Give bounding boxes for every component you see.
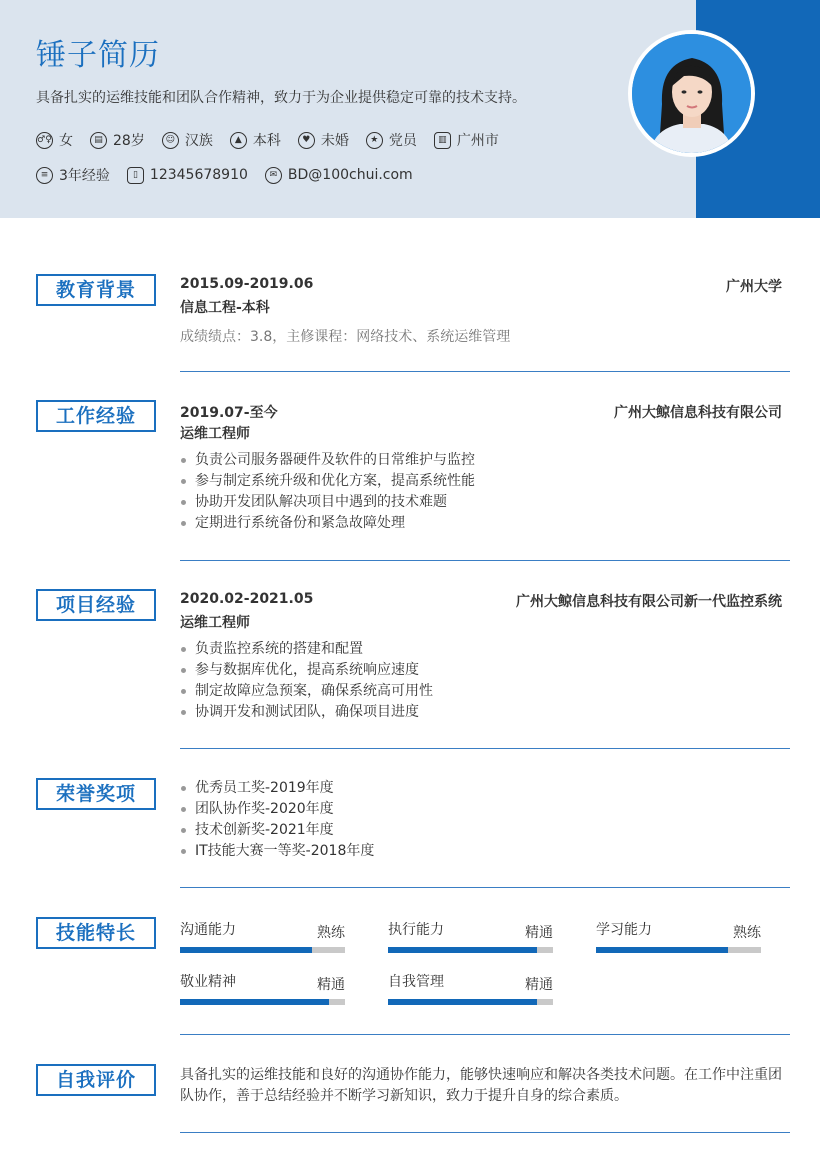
section-divider bbox=[180, 887, 790, 888]
section-title: 工作经验 bbox=[36, 400, 156, 432]
list-item: 团队协作奖-2020年度 bbox=[180, 799, 374, 820]
skill-bar bbox=[180, 947, 345, 953]
section-title: 荣誉奖项 bbox=[36, 778, 156, 810]
location-icon: ▥ bbox=[434, 132, 451, 149]
list-item: IT技能大赛一等奖-2018年度 bbox=[180, 841, 374, 862]
education-school: 广州大学 bbox=[726, 279, 782, 295]
skill-bar bbox=[180, 999, 345, 1005]
section-title: 技能特长 bbox=[36, 917, 156, 949]
page-title: 锤子简历 bbox=[36, 38, 160, 73]
info-email bbox=[265, 167, 413, 184]
section-title: 自我评价 bbox=[36, 1064, 156, 1096]
project-role: 运维工程师 bbox=[180, 615, 250, 631]
info-label: 未婚 bbox=[320, 133, 349, 149]
skill-name: 学习能力 bbox=[596, 922, 652, 938]
skill-fill bbox=[388, 947, 537, 953]
education-icon: ▲ bbox=[230, 132, 247, 149]
info-phone bbox=[127, 167, 248, 184]
skill-name: 自我管理 bbox=[388, 974, 444, 990]
phone-icon: ▯ bbox=[127, 167, 144, 184]
list-item: 参与制定系统升级和优化方案，提高系统性能 bbox=[180, 471, 475, 492]
skill-name: 执行能力 bbox=[388, 922, 444, 938]
skill-level: 精通 bbox=[525, 977, 553, 993]
info-party bbox=[366, 130, 417, 150]
section-title: 项目经验 bbox=[36, 589, 156, 621]
skill-level: 熟练 bbox=[317, 925, 345, 941]
info-row-contact bbox=[36, 165, 430, 185]
gender-icon: ♂♀ bbox=[36, 132, 53, 149]
info-location bbox=[434, 130, 499, 150]
info-label: 党员 bbox=[388, 133, 417, 149]
info-ethnicity bbox=[162, 130, 213, 150]
info-experience bbox=[36, 165, 110, 185]
education-detail: 成绩绩点：3.8，主修课程：网络技术、系统运维管理 bbox=[180, 329, 511, 345]
list-item: 技术创新奖-2021年度 bbox=[180, 820, 374, 841]
list-item: 优秀员工奖-2019年度 bbox=[180, 778, 374, 799]
ethnicity-icon: ☺ bbox=[162, 132, 179, 149]
project-duties bbox=[180, 639, 433, 723]
section-title: 教育背景 bbox=[36, 274, 156, 306]
info-gender bbox=[36, 130, 73, 150]
info-label: 28岁 bbox=[113, 133, 145, 149]
list-item: 参与数据库优化，提高系统响应速度 bbox=[180, 660, 433, 681]
project-name: 广州大鲸信息科技有限公司新一代监控系统 bbox=[516, 594, 782, 610]
list-item: 负责公司服务器硬件及软件的日常维护与监控 bbox=[180, 450, 475, 471]
skill-bar bbox=[388, 999, 553, 1005]
skill-bar bbox=[596, 947, 761, 953]
skill-level: 精通 bbox=[317, 977, 345, 993]
education-major: 信息工程-本科 bbox=[180, 300, 270, 316]
work-duties bbox=[180, 450, 475, 534]
info-age bbox=[90, 130, 145, 150]
info-education bbox=[230, 130, 281, 150]
info-label: 3年经验 bbox=[59, 168, 110, 184]
list-item: 制定故障应急预案，确保系统高可用性 bbox=[180, 681, 433, 702]
avatar-frame bbox=[628, 30, 755, 157]
skill-fill bbox=[180, 947, 312, 953]
info-label: 本科 bbox=[252, 133, 281, 149]
project-date: 2020.02-2021.05 bbox=[180, 591, 314, 607]
work-company: 广州大鲸信息科技有限公司 bbox=[614, 405, 782, 421]
skill-fill bbox=[388, 999, 537, 1005]
skill-level: 精通 bbox=[525, 925, 553, 941]
avatar-portrait-icon bbox=[632, 34, 751, 153]
education-date: 2015.09-2019.06 bbox=[180, 276, 314, 292]
section-divider bbox=[180, 1034, 790, 1035]
skill-bar bbox=[388, 947, 553, 953]
list-item: 负责监控系统的搭建和配置 bbox=[180, 639, 433, 660]
avatar bbox=[632, 34, 751, 153]
info-label: BD@100chui.com bbox=[287, 167, 413, 183]
skill-name: 沟通能力 bbox=[180, 922, 236, 938]
section-divider bbox=[180, 371, 790, 372]
intro-text: 具备扎实的运维技能和团队合作精神，致力于为企业提供稳定可靠的技术支持。 bbox=[36, 90, 526, 106]
info-row-basic bbox=[36, 130, 516, 150]
info-label: 广州市 bbox=[456, 133, 499, 149]
experience-icon: ≡ bbox=[36, 167, 53, 184]
info-label: 女 bbox=[59, 133, 73, 149]
skill-name: 敬业精神 bbox=[180, 974, 236, 990]
skill-fill bbox=[596, 947, 728, 953]
list-item: 协助开发团队解决项目中遇到的技术难题 bbox=[180, 492, 475, 513]
section-divider bbox=[180, 560, 790, 561]
info-marital bbox=[298, 130, 349, 150]
marital-icon: ♥ bbox=[298, 132, 315, 149]
skill-level: 熟练 bbox=[733, 925, 761, 941]
honors-list bbox=[180, 778, 374, 862]
work-role: 运维工程师 bbox=[180, 426, 250, 442]
skill-fill bbox=[180, 999, 329, 1005]
email-icon: ✉ bbox=[265, 167, 282, 184]
section-divider bbox=[180, 1132, 790, 1133]
info-label: 汉族 bbox=[184, 133, 213, 149]
age-icon: ▤ bbox=[90, 132, 107, 149]
work-date: 2019.07-至今 bbox=[180, 405, 278, 421]
list-item: 定期进行系统备份和紧急故障处理 bbox=[180, 513, 475, 534]
info-label: 12345678910 bbox=[149, 167, 248, 183]
self-evaluation-text: 具备扎实的运维技能和良好的沟通协作能力，能够快速响应和解决各类技术问题。在工作中注重团队协作，善于总结经验并不断学习新知识，致力于提升自身的综合素质。 bbox=[180, 1067, 782, 1104]
list-item: 协调开发和测试团队，确保项目进度 bbox=[180, 702, 433, 723]
party-icon: ★ bbox=[366, 132, 383, 149]
section-divider bbox=[180, 748, 790, 749]
